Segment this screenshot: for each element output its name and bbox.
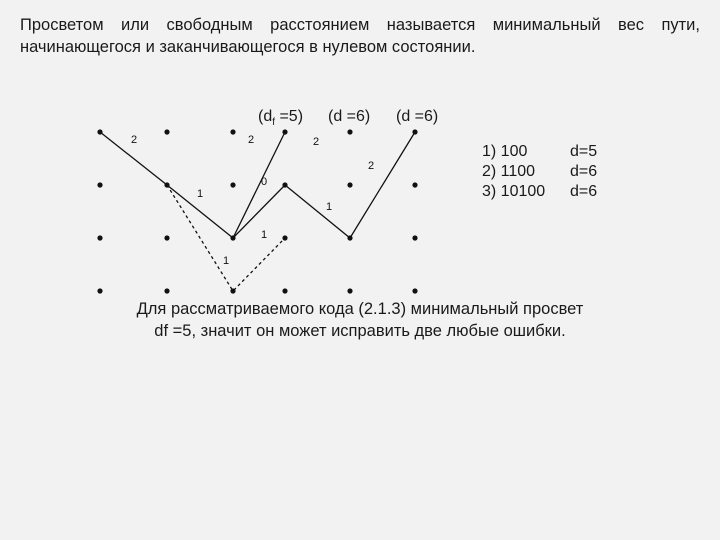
path-header-1-sub: f xyxy=(272,117,276,129)
conclusion-line-1: Для рассматриваемого кода (2.1.3) минимальный просвет xyxy=(136,300,584,318)
trellis-node xyxy=(347,129,352,134)
code-distance-list xyxy=(482,142,597,202)
path-header-1-pre: (d xyxy=(258,108,273,125)
trellis-node xyxy=(230,129,235,134)
trellis-node xyxy=(97,235,102,240)
branch-weight-labels xyxy=(131,134,374,267)
branch-weight: 0 xyxy=(261,176,268,188)
trellis-node xyxy=(164,235,169,240)
code-distance: d=6 xyxy=(570,163,598,180)
trellis-node xyxy=(347,288,352,293)
path-solid-w-shape xyxy=(100,132,415,238)
code-word: 2) 1100 xyxy=(482,163,536,180)
trellis-node xyxy=(412,288,417,293)
path-header-1-post: =5) xyxy=(275,108,304,125)
branch-weight: 1 xyxy=(223,255,230,267)
conclusion-line-2: df =5, значит он может исправить две любые ошибки. xyxy=(154,322,566,340)
trellis-node xyxy=(97,182,102,187)
branch-weight: 1 xyxy=(197,188,204,200)
list-item xyxy=(482,142,597,162)
path-dashed xyxy=(167,185,285,291)
code-word: 1) 100 xyxy=(482,143,528,160)
trellis-node xyxy=(164,288,169,293)
branch-weight: 2 xyxy=(248,134,255,146)
intro-line-2: начинающегося и заканчивающегося в нулевом состоянии. xyxy=(20,38,476,56)
intro-line-1: Просветом или свободным расстоянием называется минимальный вес пути, xyxy=(20,16,700,34)
branch-weight: 2 xyxy=(368,160,375,172)
trellis-node xyxy=(164,129,169,134)
trellis-node xyxy=(230,182,235,187)
list-item xyxy=(482,182,597,202)
trellis-node xyxy=(97,288,102,293)
list-item xyxy=(482,162,597,182)
path-solid-return xyxy=(233,132,285,238)
trellis-nodes xyxy=(97,129,417,293)
trellis-paths xyxy=(100,132,415,291)
conclusion-text xyxy=(100,298,620,342)
branch-weight: 1 xyxy=(326,201,333,213)
path-header-3: (d =6) xyxy=(396,108,439,125)
code-distance: d=5 xyxy=(570,143,598,160)
trellis-node xyxy=(347,182,352,187)
code-distance: d=6 xyxy=(570,183,598,200)
branch-weight: 2 xyxy=(131,134,138,146)
trellis-node xyxy=(412,182,417,187)
code-word: 3) 10100 xyxy=(482,183,546,200)
trellis-node xyxy=(282,288,287,293)
branch-weight: 2 xyxy=(313,136,320,148)
trellis-node xyxy=(412,235,417,240)
path-header-2: (d =6) xyxy=(328,108,371,125)
branch-weight: 1 xyxy=(261,229,268,241)
